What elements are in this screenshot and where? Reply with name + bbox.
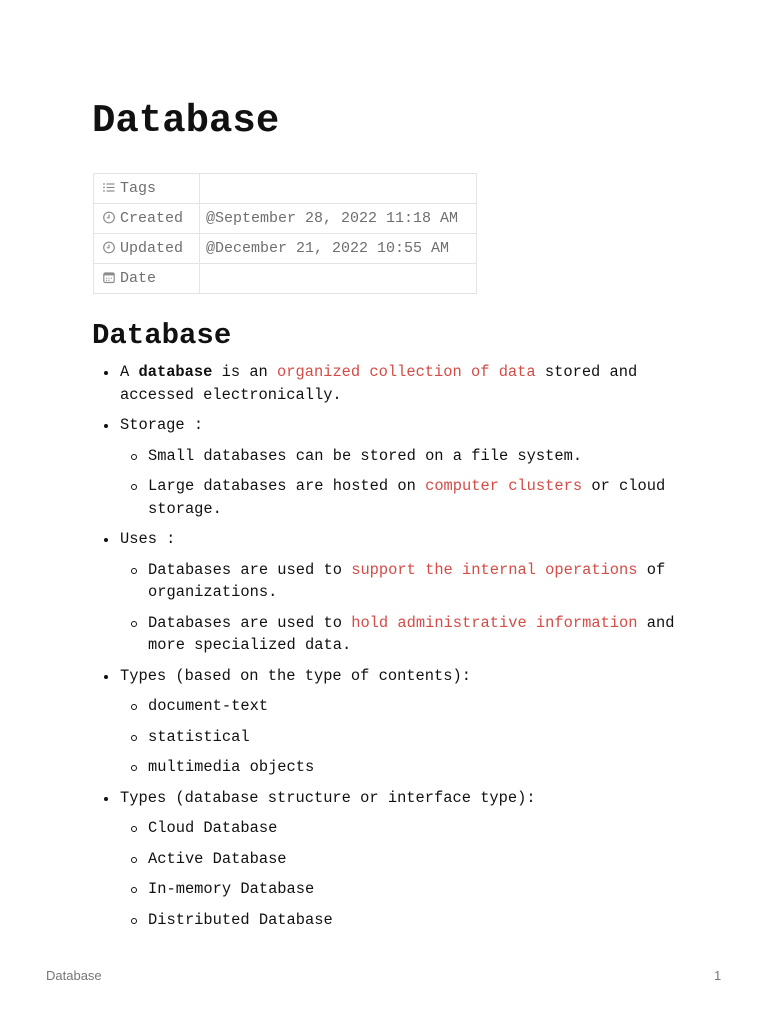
property-row-updated <box>94 234 477 264</box>
calendar-icon <box>102 270 116 284</box>
property-key-created: Created <box>120 210 184 227</box>
sublist-item <box>120 612 692 657</box>
property-row-date <box>94 264 477 294</box>
properties-table <box>93 173 477 294</box>
list-item-types-contents <box>92 665 692 779</box>
section-heading: Database <box>92 319 232 352</box>
intro-bold-term: database <box>138 363 213 381</box>
property-key-cell <box>94 204 200 234</box>
property-row-created <box>94 204 477 234</box>
footer-doc-name: Database <box>46 968 102 983</box>
sublist-item <box>120 475 692 520</box>
property-key-date: Date <box>120 270 157 287</box>
uses-label: Uses : <box>120 530 176 548</box>
sublist-item <box>120 559 692 604</box>
intro-highlight: organized collection of data <box>277 363 536 381</box>
storage-sublist <box>120 445 692 521</box>
property-value-updated[interactable]: @December 21, 2022 10:55 AM <box>200 234 477 264</box>
intro-text-1: A <box>120 363 139 381</box>
uses-item2-text-1: Databases are used to <box>148 613 352 632</box>
sublist-item: statistical <box>120 726 692 749</box>
property-row-tags <box>94 174 477 204</box>
page-title: Database <box>92 99 280 143</box>
types-structure-label: Types (database structure or interface type): <box>120 788 536 807</box>
uses-item1-text-2: of organizations. <box>148 560 666 601</box>
clock-icon <box>102 240 116 254</box>
uses-sublist <box>120 559 692 657</box>
property-key-tags: Tags <box>120 180 157 197</box>
footer-page-number: 1 <box>714 968 722 983</box>
list-item-uses <box>92 528 692 657</box>
property-key-updated: Updated <box>120 240 184 257</box>
sublist-item: Active Database <box>120 848 692 871</box>
property-key-cell <box>94 264 200 294</box>
clock-icon <box>102 210 116 224</box>
sublist-item: multimedia objects <box>120 756 692 779</box>
types-structure-sublist <box>120 817 692 931</box>
property-value-tags[interactable] <box>200 174 477 204</box>
property-value-date[interactable] <box>200 264 477 294</box>
sublist-item: In-memory Database <box>120 878 692 901</box>
intro-text-3: stored and accessed electronically. <box>120 363 638 404</box>
uses-item1-text-1: Databases are used to <box>148 560 352 579</box>
storage-item2-text-2: or cloud storage. <box>148 477 666 518</box>
storage-item2-highlight: computer clusters <box>425 477 583 495</box>
sublist-item: Cloud Database <box>120 817 692 840</box>
intro-text-2: is an <box>212 363 278 381</box>
uses-item1-highlight: support the internal operations <box>351 560 638 579</box>
content-body <box>92 361 692 939</box>
property-value-created[interactable]: @September 28, 2022 11:18 AM <box>200 204 477 234</box>
sublist-item: Distributed Database <box>120 909 692 932</box>
list-item-storage <box>92 414 692 520</box>
list-item-types-structure <box>92 787 692 932</box>
sublist-item: Small databases can be stored on a file system. <box>120 445 692 468</box>
sublist-item: document-text <box>120 695 692 718</box>
uses-item2-text-2: and more specialized data. <box>148 613 675 654</box>
property-key-cell <box>94 174 200 204</box>
types-contents-sublist <box>120 695 692 779</box>
uses-item2-highlight: hold administrative information <box>351 613 638 632</box>
types-contents-label: Types (based on the type of contents): <box>120 666 471 685</box>
main-bullet-list <box>92 361 692 931</box>
storage-label: Storage : <box>120 416 204 434</box>
storage-item2-text-1: Large databases are hosted on <box>148 477 426 495</box>
list-item-intro <box>92 361 692 406</box>
list-icon <box>102 180 116 194</box>
property-key-cell <box>94 234 200 264</box>
